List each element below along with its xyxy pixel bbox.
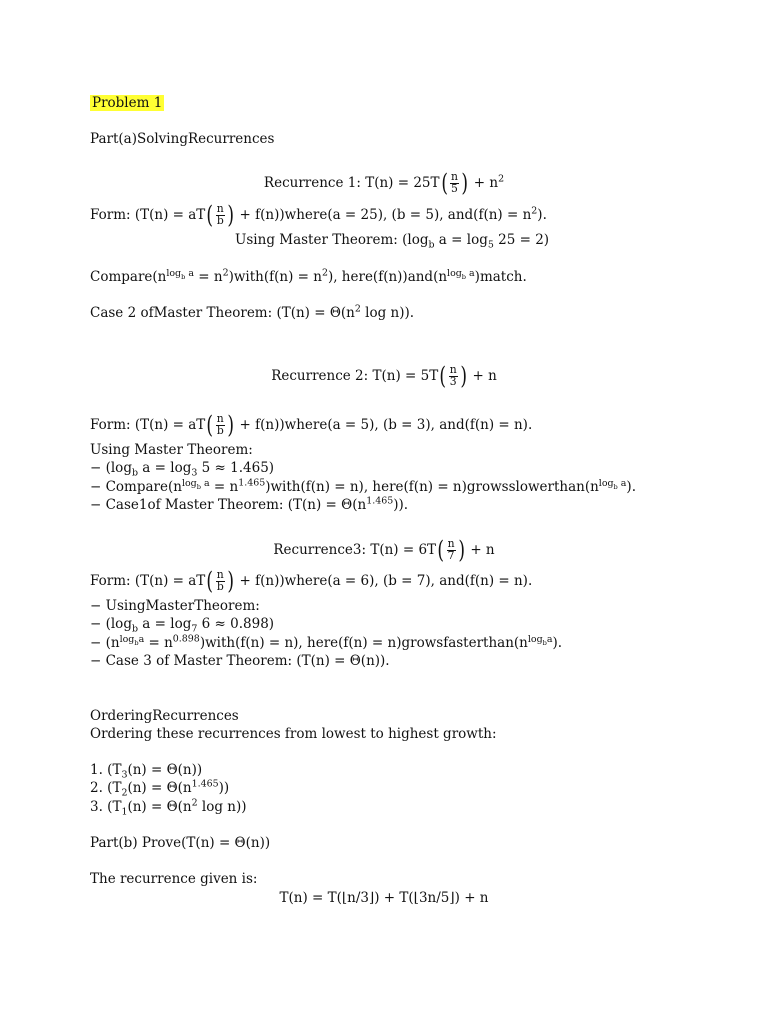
recurrence-1-master: Using Master Theorem: ($\log_b$ $a = \log_5 25 = 2$) [235, 232, 550, 251]
final-equation: T(n) = T(⌊n/3⌋) + T(⌊3n/5⌋) + n [279, 890, 489, 906]
recurrence-3-form: Form: (T(n) = aT( $\frac{n}{b}$ ) + f(n))where(a = 6), (b = 7), and(f(n) = n). [90, 566, 533, 596]
recurrence-3-log: − ($\log_b$ $a = \log_7 6 \approx 0.898$) [90, 616, 275, 635]
problem-title: Problem 1 [92, 95, 163, 111]
part-a-heading: Part(a)SolvingRecurrences [90, 131, 275, 147]
recurrence-3-compare: − ($n^{log_ba}$ = $n^{0.898})with(f(n) = n)$, here(f(n) = $n)growsfasterthan(n^{log_ba})$. [90, 633, 563, 651]
part-b-heading: Part(b) Prove(T(n) = Θ(n)) [90, 835, 271, 851]
recurrence-1-case: Case 2 ofMaster Theorem: ($T(n) = \Theta(n^2$ log n)). [90, 303, 415, 321]
recurrence-3-equation: Recurrence3: T(n) = 6T( $\frac{n}{7}$ ) + n [273, 535, 495, 565]
recurrence-2-case: − Case1of Master Theorem: $(T(n) = \Theta(n^{1.465}))$. [90, 495, 409, 513]
ordering-item-3: 3. ($T_1(n) = \Theta(n^2$ log n)) [90, 797, 247, 818]
ordering-item-2: 2. $(T_2(n) = \Theta(n^{1.465}))$ [90, 778, 230, 799]
fraction: $\frac{n}{5}$ [451, 170, 458, 195]
recurrence-2-form: Form: (T(n) = aT( $\frac{n}{b}$ ) + f(n))where(a = 5), (b = 3), and(f(n) = n). [90, 410, 533, 440]
recurrence-2-log: − ($\log_b$ $a = \log_3 5 \approx 1.465$) [90, 460, 275, 479]
given-text: The recurrence given is: [90, 871, 258, 887]
recurrence-3-master: − UsingMasterTheorem: [90, 598, 260, 614]
recurrence-2-equation: Recurrence 2: T(n) = 5T( $\frac{n}{3}$ ) + n [271, 361, 497, 391]
recurrence-1-form: Form: (T(n) = aT( $\frac{n}{b}$ ) + f(n))where(a = 25), (b = 5), $and(f(n) = n^2)$. [90, 200, 547, 230]
recurrence-1-equation: Recurrence 1: T(n) = 25T( $\frac{n}{5}$ ) + $n^2$ [263, 168, 505, 198]
ordering-intro: Ordering these recurrences from lowest to highest growth: [90, 726, 497, 742]
recurrence-1-compare: $Compare(n^{log_b a}$ = $n^2)with(f(n) = n^2)$, $here(f(n))and(n^{log_b a})match$. [90, 267, 527, 285]
recurrence-2-compare: − $Compare(n^{log_b a}$ = $n^{1.465})with(f(n) = n)$, here(f(n) = $n)growsslowerthan(n^{log_b a})$. [90, 477, 636, 495]
ordering-item-1: 1. $(T_3(n) = \Theta(n))$ [90, 762, 203, 781]
recurrence-2-master: Using Master Theorem: [90, 442, 253, 458]
recurrence-3-case: − Case 3 of Master Theorem: (T(n) = Θ(n)). [90, 653, 390, 669]
ordering-title: OrderingRecurrences [90, 708, 239, 724]
